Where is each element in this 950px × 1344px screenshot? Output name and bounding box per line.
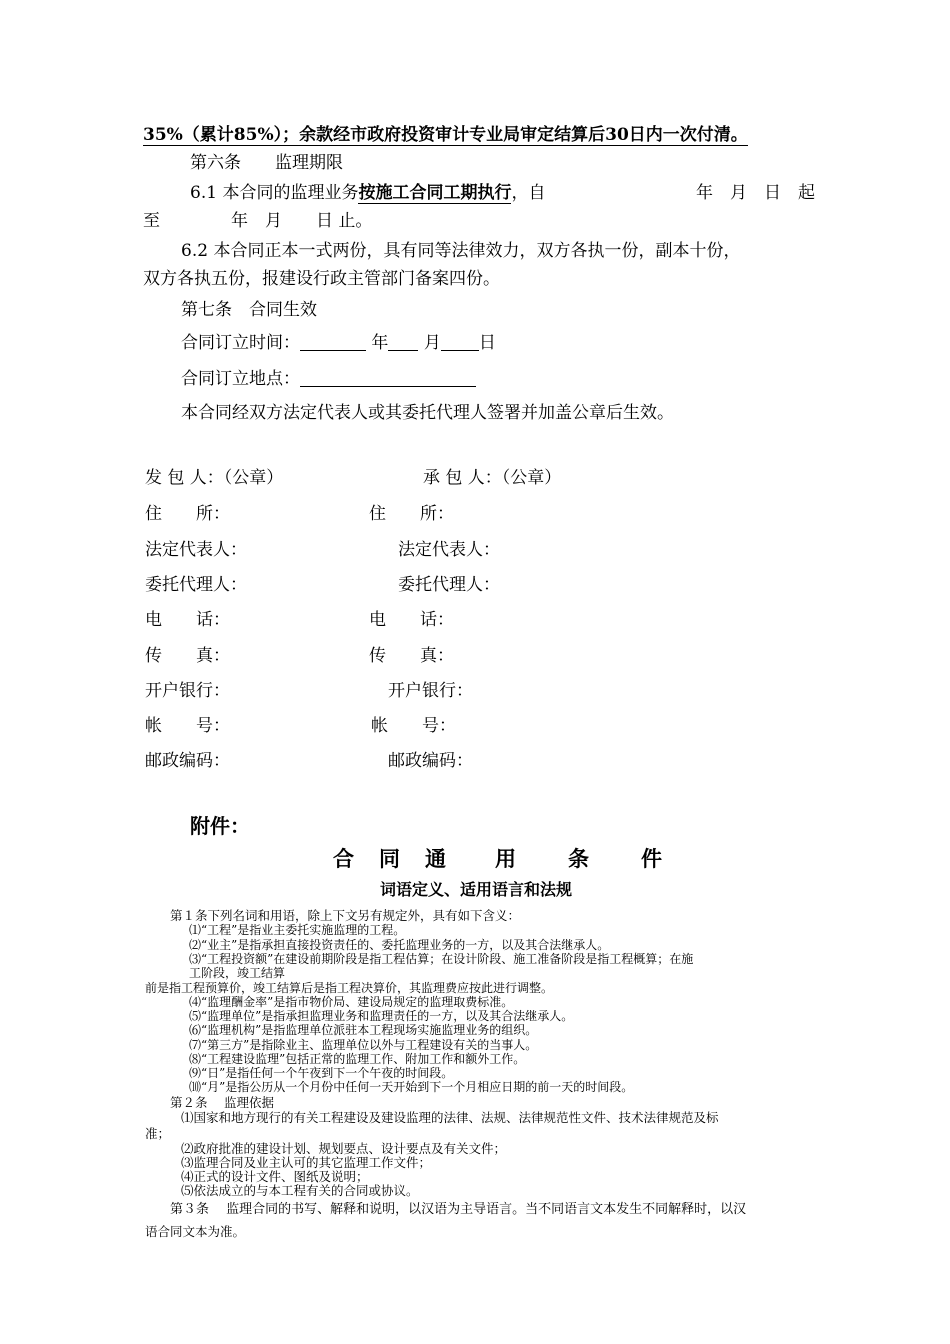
party-a-phone: 电 话： [145,610,230,630]
party-b-row: 承 包 人：（公章） [423,468,562,488]
basis-4: ⑷正式的设计文件、图纸及说明； [181,1169,369,1184]
party-a-legal-rep: 法定代表人： [145,540,247,560]
annex-title-char-1: 合 [333,846,354,871]
month-blank[interactable] [388,334,418,351]
clause-6-1-text-c: ，自 [511,183,546,203]
basis-2: ⑵政府批准的建设计划、规划要点、设计要点及有关文件； [181,1141,507,1156]
contract-date-label: 合同订立时间： [181,333,300,353]
basis-1-line2: 准； [145,1126,171,1141]
party-b-agent: 委托代理人： [398,575,500,595]
party-b-address: 住 所： [369,504,454,524]
clause-6-2-line2: 双方各执五份，报建设行政主管部门备案四份。 [143,269,500,289]
term-7: ⑺“第三方”是指除业主、监理单位以外与工程建设有关的当事人。 [189,1038,538,1052]
party-a-postcode: 邮政编码： [145,751,230,771]
clause-6-1-to: 至 [143,211,160,231]
clause-6-2-line1: 6.2 本合同正本一式两份，具有同等法律效力，双方各执一份，副本十份， [181,241,741,261]
clause-6-1-line1 [190,178,545,203]
party-b-postcode: 邮政编码： [388,751,473,771]
party-b-bank: 开户银行： [388,681,473,701]
term-5: ⑸“监理单位”是指承担监理业务和监理责任的一方，以及其合法继承人。 [189,1009,574,1023]
party-a-row: 发 包 人：（公章） [145,468,284,488]
term-8: ⑻“工程建设监理”包括正常的监理工作、附加工作和额外工作。 [189,1052,526,1066]
term-6: ⑹“监理机构”是指监理单位派驻本工程现场实施监理业务的组织。 [189,1023,538,1037]
year-blank[interactable] [300,334,366,351]
article-3-line1: 第３条 监理合同的书写、解释和说明，以汉语为主导语言。当不同语言文本发生不同解释时，以汉 [170,1202,747,1217]
article-1: 第１条下列名词和用语，除上下文另有规定外，具有如下含义： [170,908,521,923]
term-1: ⑴“工程”是指业主委托实施监理的工程。 [189,923,406,937]
party-a-fax: 传 真： [145,646,230,666]
annex-title-char-4: 用 [495,846,516,871]
annex-title-char-2: 同 [379,846,400,871]
contract-date-row [181,328,496,353]
party-a-address: 住 所： [145,504,230,524]
term-4: ⑷“监理酬金率”是指市物价局、建设局规定的监理取费标准。 [189,995,514,1009]
party-b-phone: 电 话： [369,610,454,630]
annex-title-char-5: 条 [568,846,589,871]
month-label: 月 [423,333,441,353]
term-3-line2: 工阶段，竣工结算 [189,966,286,980]
article-2: 第２条 监理依据 [170,1095,274,1110]
contract-place-label: 合同订立地点： [181,369,300,389]
annex-title-char-3: 通 [425,846,446,871]
place-blank[interactable] [300,370,476,387]
term-3-line1: ⑶“工程投资额”在建设前期阶段是指工程估算；在设计阶段、施工准备阶段是指工程概算；在施 [189,952,694,966]
article-3-line2: 语合同文本为准。 [145,1224,246,1239]
annex-label: 附件： [190,814,250,838]
payment-line: 35%（累计85%）；余款经市政府投资审计专业局审定结算后30日内一次付清。 [143,120,748,146]
term-2: ⑵“业主”是指承担直接投资责任的、委托监理业务的一方，以及其合法继承人。 [189,938,610,952]
term-10: ⑽“月”是指公历从一个月份中任何一天开始到下一个月相应日期的前一天的时间段。 [189,1080,634,1094]
term-3-line3: 前是指工程预算价，竣工结算后是指工程决算价，其监理费应按此进行调整。 [145,981,554,995]
contract-place-row [181,364,476,389]
clause-6-1-date-start: 年 月 日 起 [696,183,815,203]
party-b-legal-rep: 法定代表人： [398,540,500,560]
party-b-fax: 传 真： [369,646,454,666]
clause-6-1-emphasis: 按施工合同工期执行 [358,183,512,203]
annex-title-char-6: 件 [641,846,662,871]
term-9: ⑼“日”是指任何一个午夜到下一个午夜的时间段。 [189,1066,454,1080]
day-label: 日 [478,333,496,353]
party-a-agent: 委托代理人： [145,575,247,595]
party-b-account: 帐 号： [371,716,456,736]
article-6-title: 第六条 监理期限 [190,153,343,173]
basis-1-line1: ⑴国家和地方现行的有关工程建设及建设监理的法律、法规、法律规范性文件、技术法律规范及标 [181,1110,719,1125]
basis-5: ⑸依法成立的与本工程有关的合同或协议。 [181,1183,419,1198]
article-7-title: 第七条 合同生效 [181,300,317,320]
party-a-bank: 开户银行： [145,681,230,701]
clause-6-1-text-a: 6.1 本合同的监理业务 [190,183,359,203]
year-label: 年 [371,333,389,353]
effect-clause: 本合同经双方法定代表人或其委托代理人签署并加盖公章后生效。 [181,403,674,423]
clause-6-1-date-end: 年 月 日 止。 [231,211,373,231]
annex-subtitle: 词语定义、适用语言和法规 [380,880,573,899]
day-blank[interactable] [441,334,479,351]
basis-3: ⑶监理合同及业主认可的其它监理工作文件； [181,1155,432,1170]
party-a-account: 帐 号： [145,716,230,736]
